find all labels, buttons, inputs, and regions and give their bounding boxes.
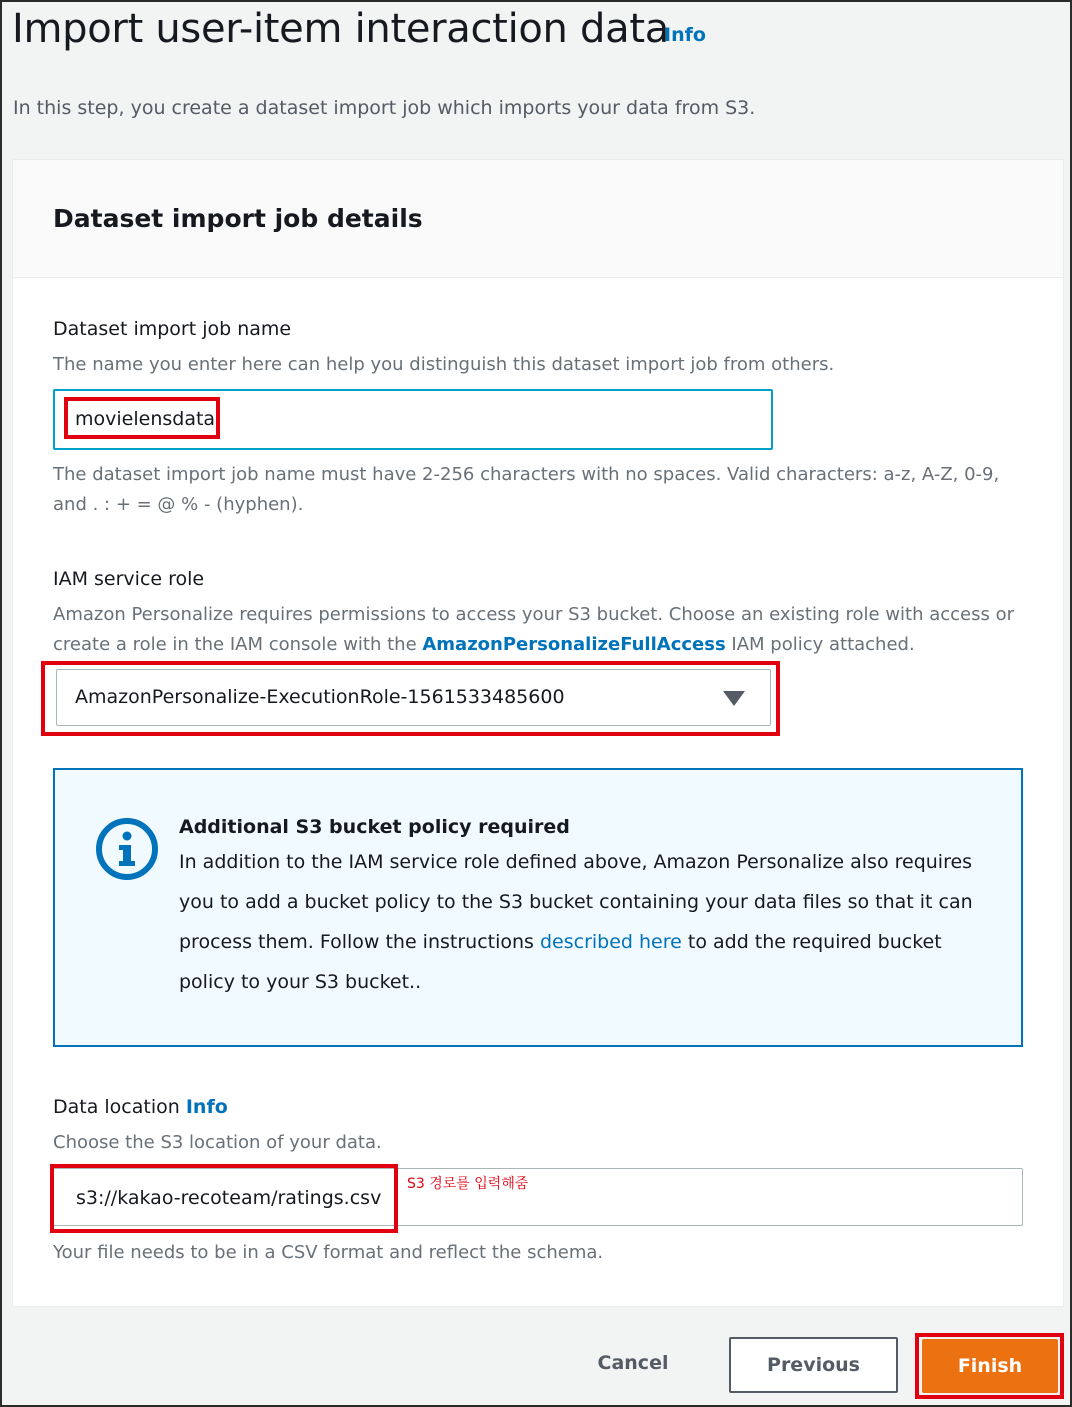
s3-policy-alert: [53, 768, 1023, 1047]
iam-role-description-line2: [53, 630, 915, 660]
iam-role-label: IAM service role: [53, 568, 205, 590]
data-location-hint: Your file needs to be in a CSV format and reflect the schema.: [53, 1242, 604, 1263]
described-here-link[interactable]: described here: [539, 931, 682, 953]
job-name-hint-line2: and . : + = @ % - (hyphen).: [53, 494, 304, 515]
alert-body-tail: to add the required bucket policy to your S3 bucket..: [179, 931, 942, 993]
page-title: Import user-item interaction data: [12, 6, 669, 52]
finish-button[interactable]: Finish: [922, 1339, 1058, 1393]
info-circle-icon: [95, 817, 159, 885]
data-location-highlight: [50, 1164, 398, 1233]
data-location-info-link[interactable]: Info: [185, 1096, 228, 1118]
data-location-label-text: Data location: [53, 1096, 180, 1118]
dataset-import-job-panel: [12, 159, 1064, 1307]
iam-role-desc-text: create a role in the IAM console with the: [53, 634, 423, 655]
finish-highlight: [915, 1333, 1064, 1399]
alert-body: [179, 842, 999, 1002]
job-name-highlight: [64, 397, 220, 439]
alert-body-text: In addition to the IAM service role defined above, Amazon Personalize also requires you to add a bucket policy to the S3 bucket containing your data files so that it can process them. Follow the instructions: [179, 851, 973, 953]
iam-role-desc-tail: IAM policy attached.: [725, 634, 915, 655]
panel-header: [13, 160, 1063, 278]
job-name-hint-line1: The dataset import job name must have 2-256 characters with no spaces. Valid characters: a-z, A-Z, 0-9,: [53, 464, 1000, 485]
job-name-label: Dataset import job name: [53, 318, 292, 340]
iam-role-highlight: [41, 661, 780, 736]
panel-title: Dataset import job details: [53, 204, 423, 233]
korean-annotation: S3 경로를 입력해줌: [407, 1176, 529, 1192]
data-location-description: Choose the S3 location of your data.: [53, 1132, 382, 1153]
full-access-policy-link[interactable]: AmazonPersonalizeFullAccess: [422, 634, 726, 655]
page-subtitle: In this step, you create a dataset import job which imports your data from S3.: [13, 97, 756, 119]
job-name-description: The name you enter here can help you distinguish this dataset import job from others.: [53, 354, 835, 375]
previous-button[interactable]: Previous: [729, 1337, 898, 1393]
cancel-button[interactable]: Cancel: [597, 1352, 669, 1374]
iam-role-description-line1: Amazon Personalize requires permissions to access your S3 bucket. Choose an existing role with access or: [53, 604, 1015, 625]
data-location-value: s3://kakao-recoteam/ratings.csv: [76, 1187, 382, 1209]
iam-role-selected-value: AmazonPersonalize-ExecutionRole-1561533485600: [75, 686, 565, 708]
data-location-label: [53, 1096, 228, 1118]
job-name-value: movielensdata: [75, 408, 216, 430]
alert-title: Additional S3 bucket policy required: [179, 816, 570, 838]
title-info-link[interactable]: Info: [664, 24, 706, 46]
